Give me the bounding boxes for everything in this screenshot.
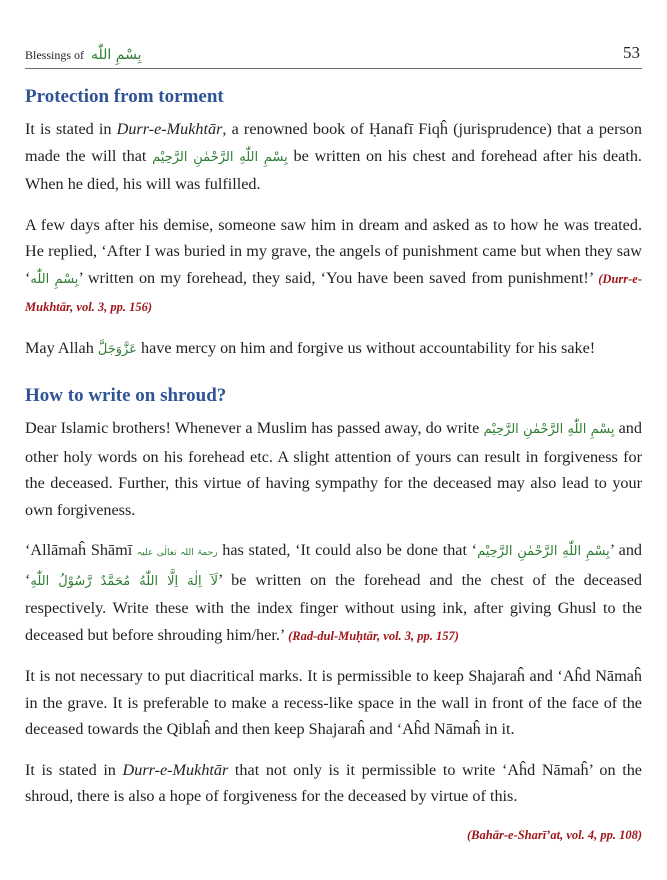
text-segment: ’ be written on the forehead and the chest of the deceased respectively. Write these with the index finger without using ink, after giving Ghusl to the deceased but before shrouding him/her.’ xyxy=(25,570,642,644)
arabic-kalimah: لَآ اِلٰهَ اِلَّا اللّٰهُ مُحَمَّدٌ رَّسُوْلُ اللّٰهِ xyxy=(30,573,219,589)
text-segment: has stated, ‘It could also be done that ‘ xyxy=(217,541,478,559)
book-title: Durr-e-Mukhtār xyxy=(116,120,223,138)
reference-citation: (Durr-e-Mukhtār, vol. 3, pp. 156) xyxy=(25,271,642,314)
paragraph-dear-brothers xyxy=(25,415,642,523)
heading-how-to-write-on-shroud: How to write on shroud? xyxy=(25,385,227,406)
running-title-text: Blessings of xyxy=(25,48,85,62)
paragraph-durr-e-mukhtar-will xyxy=(25,116,642,198)
text-segment: ‘Allāmaĥ Shāmī xyxy=(25,541,137,559)
arabic-bismillah: بِسْمِ اللّٰهِ الرَّحْمٰنِ الرَّحِيْم xyxy=(483,422,615,437)
text-segment: May Allah xyxy=(25,338,98,357)
text-segment: ’ written on my forehead, they said, ‘You have been saved from punishment!’ xyxy=(78,268,599,287)
arabic-honorific: رحمۃ اللہ تعالٰی علیہ xyxy=(136,548,218,558)
arabic-bismillah: بِسْمِ اللّٰهِ الرَّحْمٰنِ الرَّحِيْم xyxy=(152,149,288,165)
paragraph-dua xyxy=(25,335,642,364)
reference-citation: (Rad-dul-Muḥtār, vol. 3, pp. 157) xyxy=(288,628,459,643)
paragraph-ahd-namah xyxy=(25,757,642,810)
book-title: Durr-e-Mukhtār xyxy=(122,760,229,779)
text-segment: It is stated in xyxy=(25,760,123,779)
reference-citation: (Bahār-e-Sharī’at, vol. 4, pp. 108) xyxy=(467,827,642,842)
text-segment: It is stated in xyxy=(25,120,117,138)
text-segment: ’ and ‘ xyxy=(25,541,643,589)
paragraph-allamah-shami xyxy=(25,537,642,649)
page-content xyxy=(25,86,642,844)
text-segment: A few days after his demise, someone saw him in dream and asked as to how he was treated. He replied, ‘After I was buried in my grave, the angels of punishment came but when they saw ‘ xyxy=(25,215,642,287)
text-segment: that not only is it permissible to write ‘Aĥd Nāmaĥ’ on the shroud, there is also a hope of forgiveness for the deceased by virtue of this. xyxy=(25,760,642,805)
page-header xyxy=(25,38,642,69)
paragraph-dream xyxy=(25,212,642,321)
text-segment: have mercy on him and forgive us without accountability for his sake! xyxy=(136,338,596,357)
running-title-arabic: بِسْمِ اللّٰه xyxy=(91,47,142,63)
arabic-bismillah: بِسْمِ اللّٰهِ الرَّحْمٰنِ الرَّحِيْم xyxy=(477,544,610,559)
arabic-azza-wajal: عَزَّوَجَلَّ xyxy=(97,341,137,357)
text-segment: and other holy words on his forehead etc. A slight attention of yours can result in forgiveness for the deceased. Further, this virtue of having sympathy for the deceased may also lead to your own forgiveness. xyxy=(25,419,642,519)
paragraph-diacritical-marks: It is not necessary to put diacritical marks. It is permissible to keep Shajaraĥ and ‘Aĥd Nāmaĥ in the grave. It is preferable to make a recess-like space in the wall in front of the face of the deceased towards the Qiblaĥ and then keep Shajaraĥ and ‘Aĥd Nāmaĥ in it. xyxy=(25,667,642,738)
running-title xyxy=(25,47,141,63)
page-number: 53 xyxy=(623,43,640,62)
text-segment: , a renowned book of Ḥanafī Fiqĥ (jurisprudence) that a person made the will that xyxy=(25,120,642,165)
text-segment: Dear Islamic brothers! Whenever a Muslim has passed away, do write xyxy=(25,419,484,437)
text-segment: be written on his chest and forehead after his death. When he died, his will was fulfilled. xyxy=(25,146,642,193)
final-reference xyxy=(25,826,642,844)
heading-protection-from-torment: Protection from torment xyxy=(25,86,224,107)
arabic-bismillah-short: بِسْمِ اللّٰه xyxy=(30,271,79,287)
